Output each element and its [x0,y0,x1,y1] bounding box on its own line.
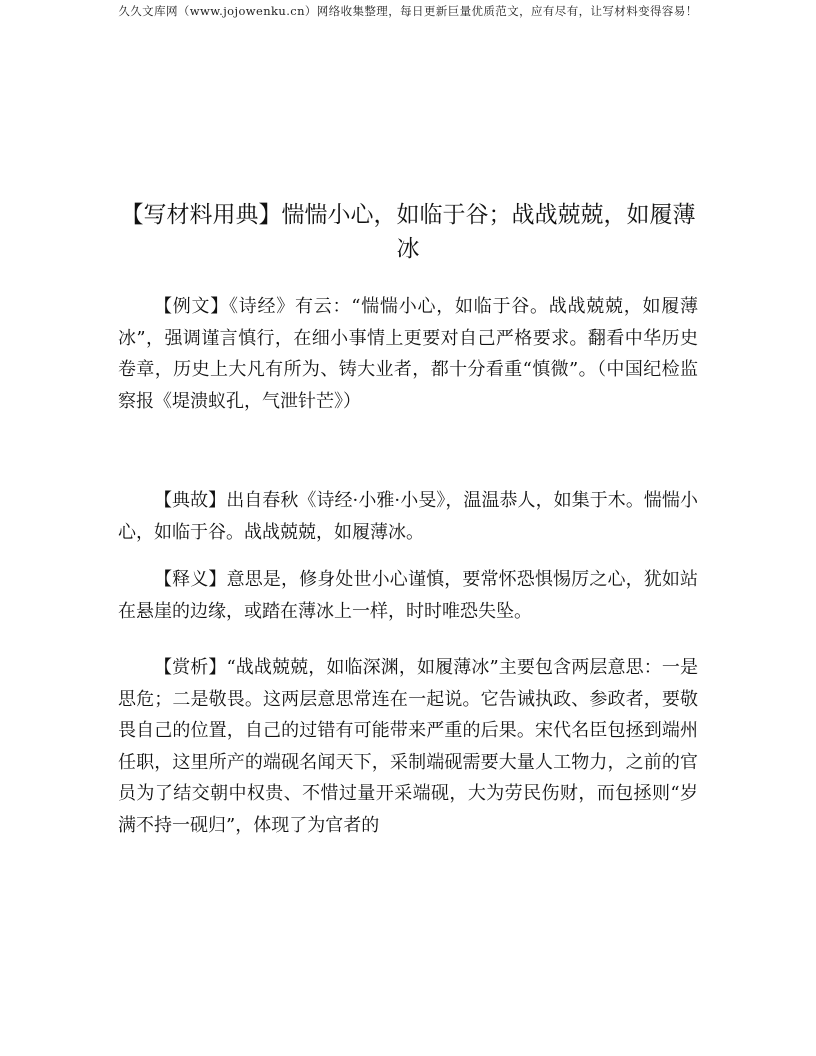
paragraph-tag: 【例文】 [154,296,230,317]
paragraph-text: 《诗经》有云：“惴惴小心，如临于谷。战战兢兢，如履薄冰”，强调谨言慎行，在细小事情上更要对自己严格要求。翻看中华历史卷章，历史上大凡有所为、铸大业者，都十分看重“慎微”。（中国纪检监察报《堤溃蚁孔，气泄针芒》） [118,296,699,412]
paragraph-source [118,485,698,548]
header-note: 久久文库网（www.jojowenku.cn）网络收集整理，每日更新巨量优质范文，应有尽有，让写材料变得容易！ [118,4,698,18]
paragraph-example [118,291,698,417]
page-title: 【写材料用典】惴惴小心，如临于谷；战战兢兢，如履薄冰 [120,202,696,262]
paragraph-text: 出自春秋《诗经·小雅·小旻》，温温恭人，如集于木。惴惴小心，如临于谷。战战兢兢，如履薄冰。 [118,490,698,543]
paragraph-tag: 【赏析】 [154,657,227,678]
paragraph-text: 意思是，修身处世小心谨慎，要常怀恐惧惕厉之心，犹如站在悬崖的边缘，或踏在薄冰上一样，时时唯恐失坠。 [118,569,699,622]
paragraph-tag: 【典故】 [154,490,227,511]
paragraph-text: “战战兢兢，如临深渊，如履薄冰”主要包含两层意思：一是思危；二是敬畏。这两层意思常连在一起说。它告诫执政、参政者，要敬畏自己的位置，自己的过错有可能带来严重的后果。宋代名臣包拯到端州任职，这里所产的端砚名闻天下，采制端砚需要大量人工物力，之前的官员为了结交朝中权贵、不惜过量开采端砚，大为劳民伤财，而包拯则“岁满不持一砚归”，体现了为官者的 [118,657,699,836]
paragraph-analysis [118,652,698,841]
paragraph-meaning [118,564,698,627]
paragraph-tag: 【释义】 [154,569,227,590]
